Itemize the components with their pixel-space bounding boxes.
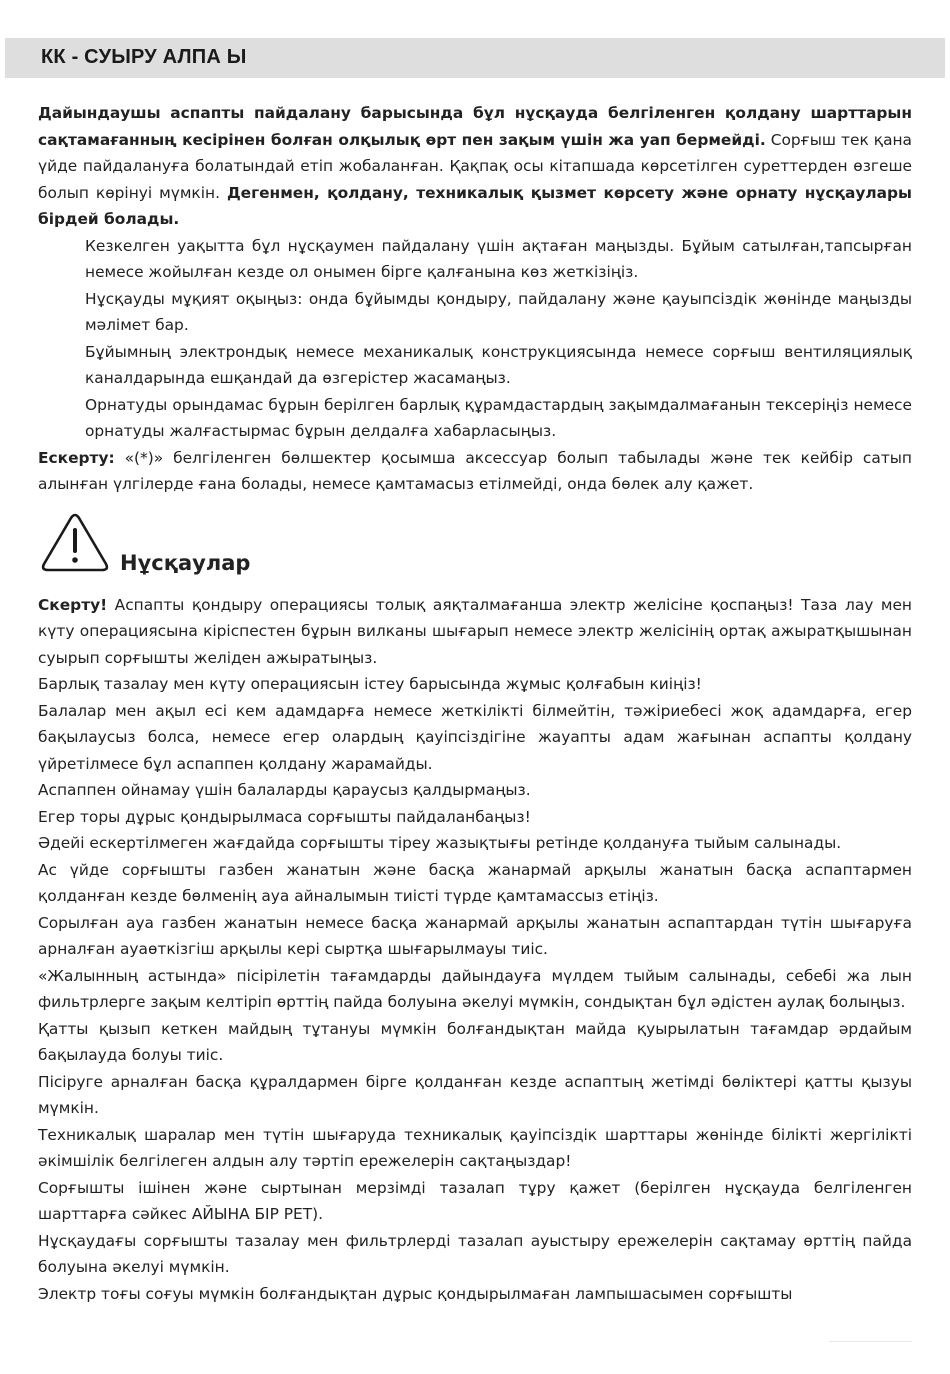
page-title: КК - СУЫРУ АЛПА Ы — [41, 46, 247, 68]
instruction-paragraph: «Жалынның астында» пісірілетін тағамдарды дайындауға мүлдем тыйым салынады, себебі жа лын фильтрлерге зақым келтіріп өрттің пайда болуына әкелуі мүмкін, сондықтан бұл әдістен аулақ болыңыз. — [38, 966, 912, 1011]
instruction-paragraph: Аспаппен ойнамау үшін балаларды қараусыз қалдырмаңыз. — [38, 781, 531, 799]
intro-bold-text: Дайындаушы аспапты пайдалану барысында бұл нұсқауда белгіленген қолдану шарттарын сақтамағанның кесірінен болған олқылық өрт пен зақым үшін жа уап бермейді. — [38, 104, 912, 149]
indented-paragraph: Нұсқауды мұқият оқыңыз: онда бұйымды қондыру, пайдалану және қауыпсіздік жөнінде маңызды мәлімет бар. — [85, 289, 912, 334]
intro-paragraph — [38, 100, 912, 233]
warning-label: Скерту! — [38, 595, 108, 614]
instruction-paragraph: Қатты қызып кеткен майдың тұтануы мүмкін болғандықтан майда қуырылатын тағамдар әрдайым бақылауда болуы тиіс. — [38, 1019, 912, 1064]
footer-divider — [829, 1341, 912, 1342]
indented-paragraph: Орнатуды орындамас бұрын берілген барлық құрамдастардың зақымдалмағанын тексеріңіз немесе орнатуды жалғастырмас бұрын делдалға хабарласыңыз. — [85, 395, 912, 440]
note-text: «(*)» белгіленген бөлшектер қосымша аксессуар болып табылады және тек кейбір сатып алынған үлгілерде ғана болады, немесе қамтамасыз етілмейді, онда бөлек алу қажет. — [38, 448, 912, 493]
instruction-paragraph: Техникалық шаралар мен түтін шығаруда техникалық қауіпсіздік шарттары жөнінде білікті жергілікті әкімшілік белгілеген алдын алу тәртіп ережелерін сақтаңыздар! — [38, 1125, 912, 1170]
header-bar — [5, 38, 945, 78]
instruction-paragraph: Балалар мен ақыл есі кем адамдарға немесе жеткілікті білмейтін, тәжіриебесі жоқ адамдарға, егер бақылаусыз болса, немесе егер олардың қауіпсіздігіне жауапты адам жағынан аспапты қолдану үйретілмесе бұл аспаппен қолдану жарамайды. — [38, 701, 912, 773]
indented-paragraph: Бұйымның электрондық немесе механикалық конструкциясында немесе сорғыш вентиляциялық каналдарында ешқандай да өзгерістер жасамаңыз. — [85, 342, 912, 387]
indented-paragraph: Кезкелген уақытта бұл нұсқаумен пайдалану үшін ақтаған маңызды. Бұйым сатылған,тапсырған немесе жойылған кезде ол онымен бірге қалғанына көз жеткізіңіз. — [85, 236, 912, 281]
instructions-header — [38, 510, 912, 592]
warning-paragraph — [38, 592, 912, 672]
note-label: Ескерту: — [38, 448, 115, 467]
instruction-paragraph: Электр тоғы соғуы мүмкін болғандықтан дұрыс қондырылмаған лампышасымен сорғышты — [38, 1284, 793, 1303]
instruction-paragraph: Ас үйде сорғышты газбен жанатын және басқа жанармай арқылы жанатын басқа аспаптармен қолданған кезде бөлменің ауа айналымын тиісті түрде қамтамассыз етіңіз. — [38, 860, 912, 905]
instruction-paragraph: Егер торы дұрыс қондырылмаса сорғышты пайдаланбаңыз! — [38, 807, 531, 826]
intro-text: Сорғыш тек қана үйде пайдалануға болатындай етіп жобаланған. Қақпақ осы кітапшада көрсетілген суреттерден өзгеше болып көрінуі мүмкін. — [38, 130, 912, 202]
instruction-paragraph: Нұсқаудағы сорғышты тазалау мен фильтрлерді тазалап ауыстыру ережелерін сақтамау өрттің пайда болуына әкелуі мүмкін. — [38, 1231, 912, 1276]
instruction-paragraph: Сорылған ауа газбен жанатын немесе басқа жанармай арқылы жанатын аспаптардан түтін шығаруға арналған ауаөткізгіш арқылы кері сыртқа шығарылмауы тиіс. — [38, 913, 912, 958]
instruction-paragraph: Әдейі ескертілмеген жағдайда сорғышты тіреу жазықтығы ретінде қолдануға тыйым салынады. — [38, 834, 842, 852]
document-body — [38, 100, 912, 1307]
note-paragraph — [38, 445, 912, 498]
instructions-heading: Нұсқаулар — [120, 550, 251, 575]
instruction-paragraph: Пісіруге арналған басқа құралдармен бірге қолданған кезде аспаптың жетімді бөліктері қатты қызуы мүмкін. — [38, 1072, 912, 1117]
warning-triangle-icon — [41, 512, 109, 572]
instruction-paragraph: Барлық тазалау мен күту операциясын істеу барысында жұмыс қолғабын киіңіз! — [38, 675, 702, 693]
instruction-paragraph: Сорғышты ішінен және сыртынан мерзімді тазалап тұру қажет (берілген нұсқауда белгіленген шарттарға сәйкес АЙЫНА БІР РЕТ). — [38, 1178, 912, 1223]
intro-bold-text-2: Дегенмен, қолдану, техникалық қызмет көрсету және орнату нұсқаулары бірдей болады. — [38, 183, 912, 228]
warning-text: Аспапты қондыру операциясы толық аяқталмағанша электр желісіне қоспаңыз! Таза лау мен күту операциясына кіріспестен бұрын вилканы шығарып немесе электр желісінің ортақ ажыратқышынан суырып сорғышты желіден ажыратыңыз. — [38, 595, 912, 667]
